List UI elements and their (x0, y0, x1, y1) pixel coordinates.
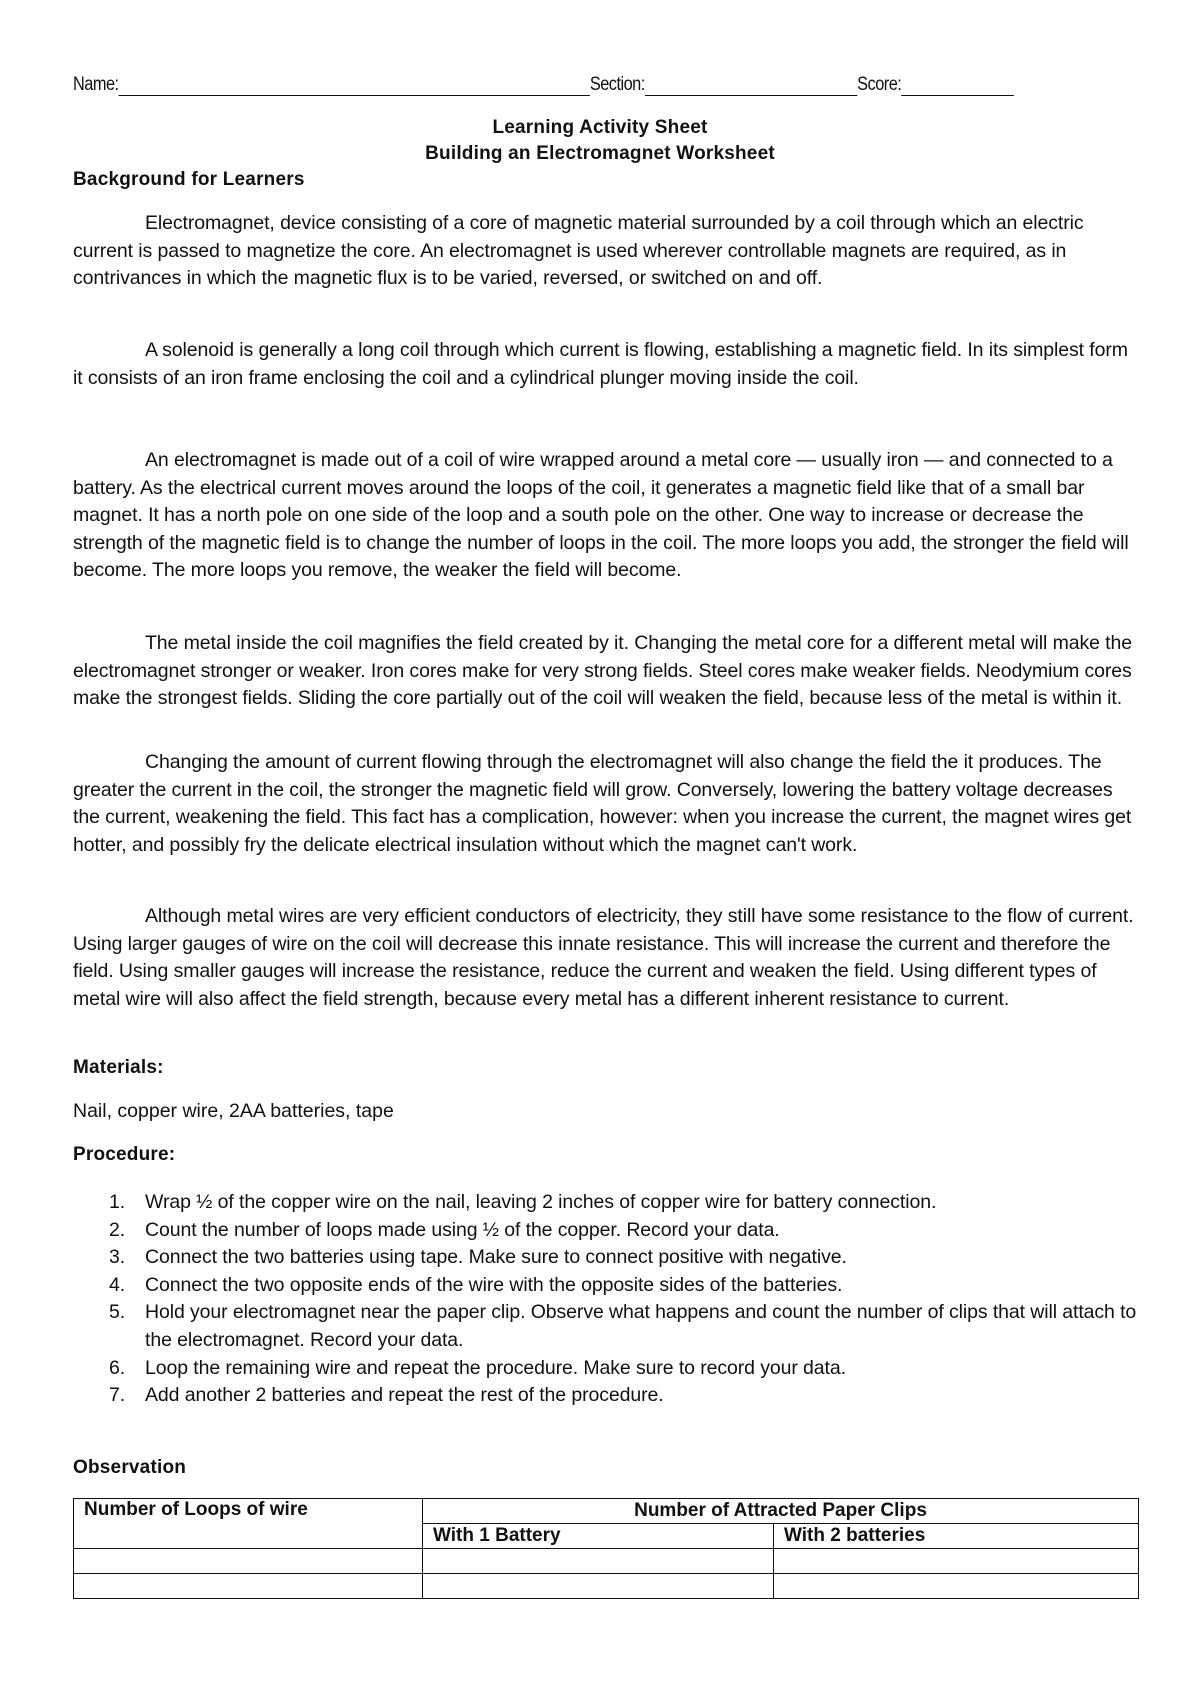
name-label: Name: (73, 74, 119, 95)
table-header-row (74, 1499, 1139, 1524)
loops-cell[interactable] (74, 1574, 423, 1599)
procedure-step (73, 1189, 1139, 1217)
background-paragraph: Electromagnet, device consisting of a core of magnetic material surrounded by a coil through which an electric current is passed to magnetize the core. An electromagnet is used wherever controllable magnets are required, as in contrivances in which the magnetic flux is to be varied, reversed, or switched on and off. (73, 212, 1084, 290)
score-field[interactable] (901, 75, 1014, 96)
background-paragraph: Changing the amount of current flowing through the electromagnet will also change the field the it produces. The greater the current in the coil, the stronger the magnetic field will grow. Conversely, lowering the battery voltage decreases the current, weakening the field. This fact has a complication, however: when you increase the current, the magnet wires get hotter, and possibly fry the delicate electrical insulation without which the magnet can't work. (73, 751, 1132, 856)
background-heading: Background for Learners (73, 169, 305, 190)
step-number: 2. (109, 1218, 126, 1241)
materials-list: Nail, copper wire, 2AA batteries, tape (73, 1100, 394, 1122)
step-number: 4. (109, 1273, 126, 1296)
step-number: 3. (109, 1246, 126, 1269)
paper-clips-group-header: Number of Attracted Paper Clips (423, 1499, 1139, 1524)
step-number: 1. (109, 1191, 126, 1213)
student-info-line (73, 74, 1122, 100)
table-row (74, 1574, 1139, 1599)
worksheet-title: Learning Activity Sheet (492, 117, 708, 138)
one-battery-cell[interactable] (423, 1574, 774, 1599)
two-batteries-cell[interactable] (774, 1549, 1139, 1574)
section-label: Section: (589, 74, 645, 95)
procedure-step (73, 1217, 1139, 1245)
score-label: Score: (857, 74, 902, 95)
step-number: 5. (109, 1301, 126, 1324)
procedure-list (73, 1189, 1139, 1410)
section-field[interactable] (645, 75, 857, 96)
step-text: Hold your electromagnet near the paper clip. Observe what happens and count the number of clips that will attach to the electromagnet. Record your data. (145, 1301, 1137, 1351)
procedure-step (73, 1272, 1139, 1300)
procedure-step (73, 1244, 1139, 1272)
one-battery-column-header: With 1 Battery (423, 1524, 774, 1549)
step-text: Connect the two batteries using tape. Make sure to connect positive with negative. (145, 1246, 847, 1269)
observation-table (73, 1498, 1139, 1599)
step-text: Wrap ½ of the copper wire on the nail, leaving 2 inches of copper wire for battery connection. (145, 1191, 937, 1213)
background-paragraph: An electromagnet is made out of a coil of wire wrapped around a metal core — usually iron — and connected to a battery. As the electrical current moves around the loops of the coil, it generates a magnetic field like that of a small bar magnet. It has a north pole on one side of the loop and a south pole on the other. One way to increase or decrease the strength of the magnetic field is to change the number of loops in the coil. The more loops you add, the stronger the field will become. The more loops you remove, the weaker the field will become. (73, 449, 1129, 582)
procedure-heading: Procedure: (73, 1144, 176, 1165)
step-text: Count the number of loops made using ½ of the copper. Record your data. (145, 1218, 780, 1241)
background-paragraph: A solenoid is generally a long coil through which current is flowing, establishing a magnetic field. In its simplest form it consists of an iron frame enclosing the coil and a cylindrical plunger moving inside the coil. (73, 339, 1128, 389)
one-battery-cell[interactable] (423, 1549, 774, 1574)
observation-heading: Observation (73, 1457, 187, 1478)
loops-column-header: Number of Loops of wire (74, 1499, 423, 1549)
step-text: Add another 2 batteries and repeat the rest of the procedure. (145, 1384, 664, 1407)
step-text: Loop the remaining wire and repeat the procedure. Make sure to record your data. (145, 1356, 846, 1379)
procedure-step (73, 1355, 1139, 1383)
background-paragraph: Although metal wires are very efficient conductors of electricity, they still have some resistance to the flow of current. Using larger gauges of wire on the coil will decrease this innate resistance. This will increase the current and therefore the field. Using smaller gauges will increase the resistance, reduce the current and weaken the field. Using different types of metal wire will also affect the field strength, because every metal has a different inherent resistance to current. (73, 905, 1134, 1010)
name-field[interactable] (119, 75, 590, 96)
materials-heading: Materials: (73, 1057, 164, 1078)
step-number: 6. (109, 1356, 126, 1379)
background-paragraph: The metal inside the coil magnifies the field created by it. Changing the metal core for a different metal will make the electromagnet stronger or weaker. Iron cores make for very strong fields. Steel cores make weaker fields. Neodymium cores make the strongest fields. Sliding the core partially out of the coil will weaken the field, because less of the metal is within it. (73, 632, 1132, 710)
procedure-step (73, 1299, 1139, 1354)
table-row (74, 1549, 1139, 1574)
loops-cell[interactable] (74, 1549, 423, 1574)
procedure-step (73, 1382, 1139, 1410)
two-batteries-column-header: With 2 batteries (774, 1524, 1139, 1549)
worksheet-subtitle: Building an Electromagnet Worksheet (425, 143, 775, 164)
two-batteries-cell[interactable] (774, 1574, 1139, 1599)
step-text: Connect the two opposite ends of the wire with the opposite sides of the batteries. (145, 1273, 843, 1296)
step-number: 7. (109, 1384, 126, 1407)
